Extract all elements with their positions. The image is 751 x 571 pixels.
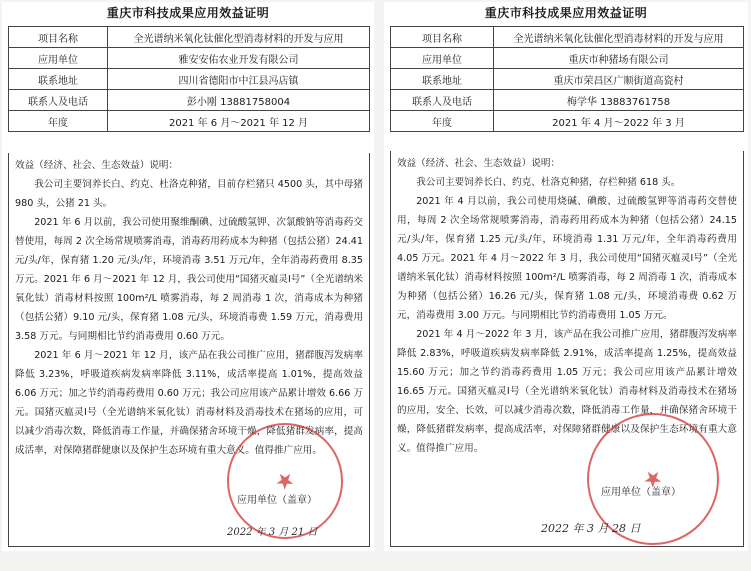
certificate-left [2,2,374,551]
sign-date: 2022 年 3 月 21 日 [227,527,318,538]
doc-title: 重庆市科技成果应用效益证明 [484,6,648,20]
benefit-description [8,153,370,547]
benefit-description [390,151,744,547]
row-value: 全光谱纳米氧化钛催化型消毒材料的开发与应用 [494,27,744,48]
row-label: 联系人及电话 [9,90,108,111]
row-value: 重庆市种猪场有限公司 [494,48,744,69]
paragraph: 我公司主要饲养长白、约克、杜洛克种猪，目前存栏猪只 4500 头，其中母猪 980 头，公猪 21 头。 [15,179,363,209]
row-value: 彭小刚 13881758004 [108,90,370,111]
table-row [9,90,370,111]
row-value: 重庆市荣昌区广顺街道高瓷村 [494,69,744,90]
table-row [9,111,370,132]
row-value: 梅学华 13883761758 [494,90,744,111]
row-value: 雅安安佑农业开发有限公司 [108,48,370,69]
paragraph-heading: 效益（经济、社会、生态效益）说明： [15,160,179,171]
row-label: 项目名称 [9,27,108,48]
table-row [9,69,370,90]
paragraph: 2021 年 4 月以前，我公司使用烧碱、碘酸、过硫酸氢钾等消毒药交替使用，每周 2 次全场常规喷雾消毒，消毒药用药成本为种猪（包括公猪）24.15 元/头/年，保育猪 1.25 元/头/年，环境消毒 1.31 万元/年，全年消毒药费用 4.05 万元。2021 年 4 月～2022 年 3 月，我公司使用“国猪灭瘟灵Ⅰ号”（全光谱纳米氧化钛）消毒材料按照 100m²/L 喷雾消毒，每 2 周消毒 1 次，消毒成本为种猪（包括公猪）16.26 元/头，保育猪 1.08 元/头，环境消毒费 0.62 万元，消毒费用 3.00 万元。与同期相比节约消毒费用 1.05 万元。 [397,196,737,321]
doc-title: 重庆市科技成果应用效益证明 [106,6,270,20]
row-value: 2021 年 4 月～2022 年 3 月 [494,111,744,132]
paragraph: 2021 年 6 月～2021 年 12 月，该产品在我公司推广应用，猪群腹泻发病率降低 3.23%，呼吸道疾病发病率降低 3.11%，成活率提高 1.01%，提高效益 6.06 万元；加之节约消毒药费用 0.60 万元；我公司应用该产品累计增效 6.66 万元。国猪灭瘟灵Ⅰ号（全光谱纳米氧化钛）消毒材料及消毒技术在猪场的应用，可以减少消毒次数，降低消毒工作量，并确保猪舍环境干燥，降低猪群发病率，提高成活率，对保障猪群健康以及保护生态环境有重大意义。值得推广应用。 [15,350,363,456]
row-label: 项目名称 [391,27,494,48]
table-row [391,48,744,69]
row-value: 四川省德阳市中江县冯店镇 [108,69,370,90]
row-label: 联系地址 [9,69,108,90]
row-label: 年度 [9,111,108,132]
table-row [391,69,744,90]
paragraph: 2021 年 4 月～2022 年 3 月，该产品在我公司推广应用，猪群腹泻发病率降低 2.83%，呼吸道疾病发病率降低 2.91%，成活率提高 1.25%，提高效益 15.60 万元；加之节约消毒药费用 1.05 万元；我公司应用该产品累计增效 16.65 万元。国猪灭瘟灵Ⅰ号（全光谱纳米氧化钛）消毒材料及消毒技术在猪场的应用，安全、长效，可以减少消毒次数，降低消毒工作量，并确保猪舍环境干燥，降低猪群发病率，提高成活率，对保障猪群健康以及保护生态环境有重大意义。值得推广应用。 [397,329,737,454]
row-value: 2021 年 6 月～2021 年 12 月 [108,111,370,132]
row-label: 应用单位 [391,48,494,69]
table-row [391,90,744,111]
row-value: 全光谱纳米氧化钛催化型消毒材料的开发与应用 [108,27,370,48]
row-label: 应用单位 [9,48,108,69]
table-row [9,27,370,48]
table-row [9,48,370,69]
info-table [390,26,744,132]
paragraph-heading: 效益（经济、社会、生态效益）说明： [397,158,561,169]
info-table [8,26,370,132]
sign-unit-label: 应用单位（盖章） [601,487,681,498]
row-label: 年度 [391,111,494,132]
row-label: 联系人及电话 [391,90,494,111]
paragraph: 我公司主要饲养长白、约克、杜洛克种猪，存栏种猪 618 头。 [416,177,681,188]
paragraph: 2021 年 6 月以前，我公司使用聚维酮碘、过硫酸氢钾、次氯酸钠等消毒药交替使用，每周 2 次全场常规喷雾消毒，消毒药用药成本为种猪（包括公猪）24.41 元/头/年，保育猪 1.20 元/头/年，环境消毒 3.51 万元/年，全年消毒药费用 8.35 万元。2021 年 6 月～2021 年 12 月，我公司使用“国猪灭瘟灵Ⅰ号”（全光谱纳米氧化钛）消毒材料按照 100m²/L 喷雾消毒，每 2 周消毒 1 次，消毒成本为种猪（包括公猪）9.10 元/头，保育猪 1.08 元/头，环境消毒费 1.59 万元，消毒费用 3.58 万元。与同期相比节约消毒费用 0.60 万元。 [15,217,363,342]
sign-unit-label: 应用单位（盖章） [237,495,317,506]
company-seal: ★ [204,400,366,562]
table-row [391,111,744,132]
row-label: 联系地址 [391,69,494,90]
sign-date: 2022 年 3 月 28 日 [541,522,641,535]
certificate-right [384,2,748,551]
company-seal: ★ [561,387,745,571]
table-row [391,27,744,48]
